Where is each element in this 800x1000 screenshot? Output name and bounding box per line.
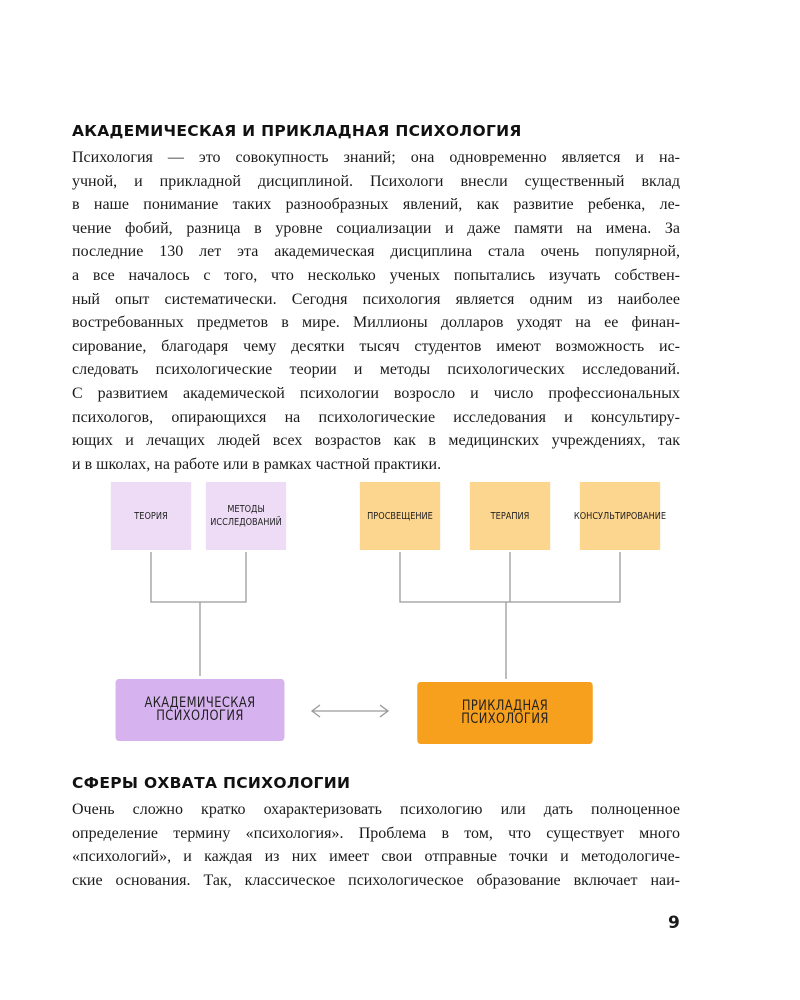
box-research-methods [206, 482, 286, 550]
text-line: Очень сложно кратко охарактеризовать психологию или дать полноценное [72, 801, 680, 818]
text-line: Психология — это совокупность знаний; она одновременно является и на- [72, 149, 680, 166]
box-education [360, 482, 440, 550]
box-applied-psychology-label: ПРИКЛАДНАЯ ПСИХОЛОГИЯ [461, 698, 549, 727]
box-academic-psychology [116, 679, 285, 741]
page-number: 9 [668, 913, 680, 933]
connector-academic [151, 552, 246, 676]
box-therapy [470, 482, 550, 550]
text-line: ный опыт систематически. Сегодня психология является одним из наиболее [72, 290, 680, 308]
double-arrow [312, 705, 388, 717]
text-line: а все началось с того, что несколько ученых попытались изучать собствен- [72, 266, 680, 284]
connector-applied [400, 552, 620, 679]
text-line: ющих и лечащих людей всех возрастов как в медицинских учреждениях, так [72, 432, 680, 450]
box-research-methods-label: МЕТОДЫ ИССЛЕДОВАНИЙ [210, 504, 282, 528]
text-line: востребованных предметов в мире. Миллионы долларов уходят на ее финан- [72, 314, 680, 332]
box-applied-psychology [417, 682, 592, 744]
text-line: сирование, благодаря чему десятки тысяч студентов имеют возможность ис- [72, 337, 680, 355]
box-education-label: ПРОСВЕЩЕНИЕ [367, 510, 433, 522]
text-line: определение термину «психология». Проблема в том, что существует много [72, 824, 680, 842]
box-theory [111, 482, 191, 550]
text-line: «психологий», и каждая из них имеет свои отправные точки и методологиче- [72, 848, 680, 866]
paragraph-scope [72, 798, 680, 892]
text-line: в наше понимание таких разнообразных явлений, как развитие ребенка, ле- [72, 196, 680, 214]
text-line: и в школах, на работе или в рамках частной практики. [72, 455, 442, 473]
text-line: психологов, опирающихся на психологические исследования и консультиру- [72, 408, 680, 426]
box-theory-label: ТЕОРИЯ [134, 510, 168, 522]
text-line: ские основания. Так, классическое психологическое образование включает наи- [72, 871, 680, 889]
text-line: С развитием академической психологии возросло и число профессиональных [72, 384, 680, 402]
text-line: учной, и прикладной дисциплиной. Психологи внесли существенный вклад [72, 172, 680, 190]
section-heading-academic-applied: АКАДЕМИЧЕСКАЯ И ПРИКЛАДНАЯ ПСИХОЛОГИЯ [72, 122, 522, 140]
text-line: чение фобий, разница в уровне социализации и даже памяти на имена. За [72, 219, 680, 237]
text-line: следовать психологические теории и методы психологических исследований. [72, 361, 680, 379]
box-counseling-label: КОНСУЛЬТИРОВАНИЕ [573, 510, 667, 522]
box-counseling [573, 482, 667, 550]
box-academic-psychology-label: АКАДЕМИЧЕСКАЯ ПСИХОЛОГИЯ [144, 695, 256, 724]
section-heading-scope: СФЕРЫ ОХВАТА ПСИХОЛОГИИ [72, 774, 351, 792]
box-therapy-label: ТЕРАПИЯ [490, 510, 530, 522]
text-line: последние 130 лет эта академическая дисциплина стала очень популярной, [72, 243, 680, 261]
